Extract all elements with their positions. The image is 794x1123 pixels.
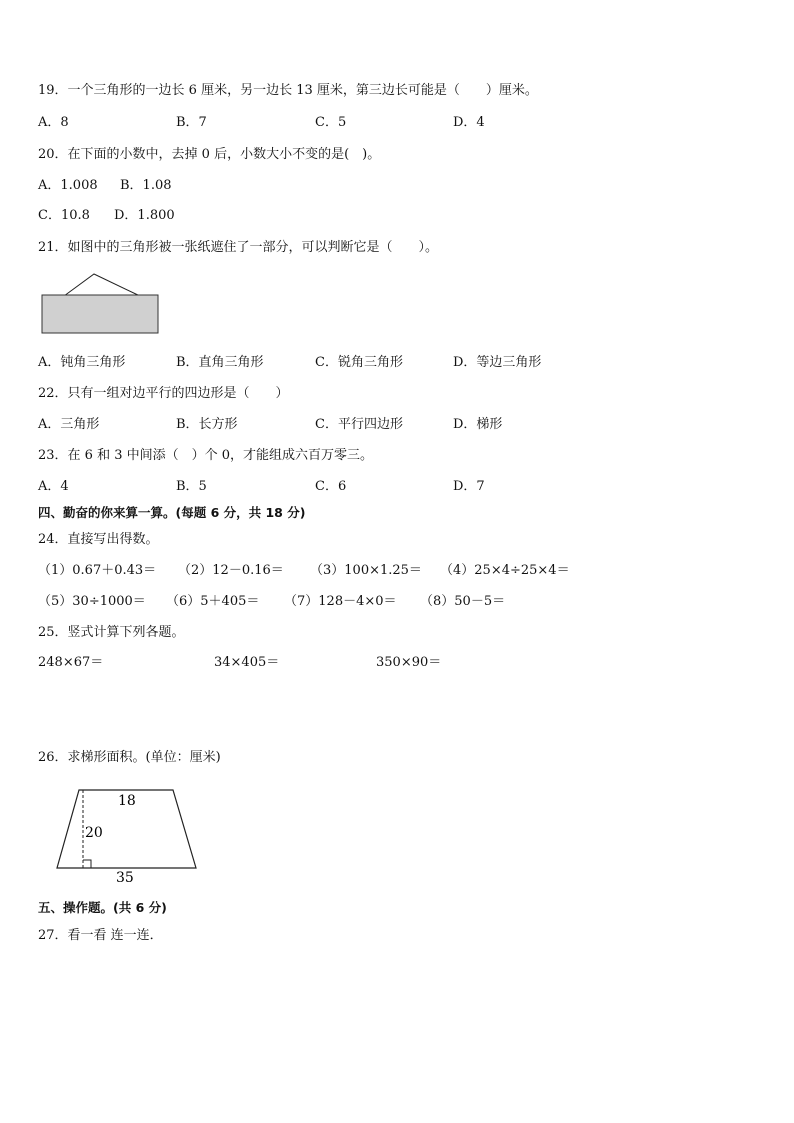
- question-23-stem: 23．在 6 和 3 中间添（ ）个 0，才能组成六百万零三。: [38, 448, 374, 463]
- q19-option-d[interactable]: D．4: [453, 115, 485, 130]
- q25-item-1: 248×67＝: [38, 655, 104, 670]
- q21-option-a[interactable]: A．钝角三角形: [38, 355, 126, 370]
- q24-item-1: （1）0.67＋0.43＝: [38, 563, 157, 578]
- section-4-heading: 四、勤奋的你来算一算。(每题 6 分，共 18 分): [38, 505, 306, 520]
- covered-triangle-figure: [40, 272, 162, 336]
- question-25-stem: 25．竖式计算下列各题。: [38, 625, 185, 640]
- top-base-label: 18: [118, 793, 136, 809]
- question-26-stem: 26．求梯形面积。(单位：厘米): [38, 750, 221, 765]
- q22-option-a[interactable]: A．三角形: [38, 417, 100, 432]
- trapezoid-figure: [50, 786, 202, 886]
- q23-option-b[interactable]: B．5: [176, 479, 207, 494]
- question-27-stem: 27．看一看 连一连．: [38, 928, 163, 943]
- q25-item-2: 34×405＝: [214, 655, 280, 670]
- question-22-stem: 22．只有一组对边平行的四边形是（ ）: [38, 386, 289, 401]
- q24-item-6: （6）5＋405＝: [166, 594, 260, 609]
- q24-item-8: （8）50－5＝: [420, 594, 506, 609]
- q20-option-c[interactable]: C．10.8: [38, 208, 90, 223]
- question-19-stem: 19．一个三角形的一边长 6 厘米，另一边长 13 厘米，第三边长可能是（ ）厘米。: [38, 83, 538, 98]
- q24-item-4: （4）25×4÷25×4＝: [440, 563, 570, 578]
- q23-option-a[interactable]: A．4: [38, 479, 69, 494]
- q21-option-d[interactable]: D．等边三角形: [453, 355, 542, 370]
- q21-option-b[interactable]: B．直角三角形: [176, 355, 264, 370]
- q23-option-d[interactable]: D．7: [453, 479, 485, 494]
- section-5-heading: 五、操作题。(共 6 分): [38, 900, 167, 915]
- q22-option-d[interactable]: D．梯形: [453, 417, 503, 432]
- covering-paper: [42, 295, 158, 333]
- q21-option-c[interactable]: C．锐角三角形: [315, 355, 403, 370]
- q22-option-c[interactable]: C．平行四边形: [315, 417, 403, 432]
- q22-option-b[interactable]: B．长方形: [176, 417, 238, 432]
- question-20-stem: 20．在下面的小数中，去掉 0 后，小数大小不变的是( )。: [38, 147, 381, 162]
- q24-item-5: （5）30÷1000＝: [38, 594, 146, 609]
- q19-option-c[interactable]: C．5: [315, 115, 347, 130]
- bottom-base-label: 35: [116, 870, 134, 886]
- q19-option-b[interactable]: B．7: [176, 115, 207, 130]
- right-angle-mark: [83, 860, 91, 868]
- question-21-stem: 21．如图中的三角形被一张纸遮住了一部分，可以判断它是（ ）。: [38, 240, 439, 255]
- q24-item-2: （2）12－0.16＝: [178, 563, 284, 578]
- q23-option-c[interactable]: C．6: [315, 479, 347, 494]
- question-24-stem: 24．直接写出得数。: [38, 532, 159, 547]
- q24-item-7: （7）128－4×0＝: [284, 594, 397, 609]
- q24-item-3: （3）100×1.25＝: [310, 563, 422, 578]
- q19-option-a[interactable]: A．8: [38, 115, 69, 130]
- triangle-visible-edges: [64, 274, 140, 296]
- q20-option-d[interactable]: D．1.800: [114, 208, 175, 223]
- q25-item-3: 350×90＝: [376, 655, 442, 670]
- q20-option-a[interactable]: A．1.008: [38, 178, 98, 193]
- height-label: 20: [85, 825, 103, 841]
- q20-option-b[interactable]: B．1.08: [120, 178, 172, 193]
